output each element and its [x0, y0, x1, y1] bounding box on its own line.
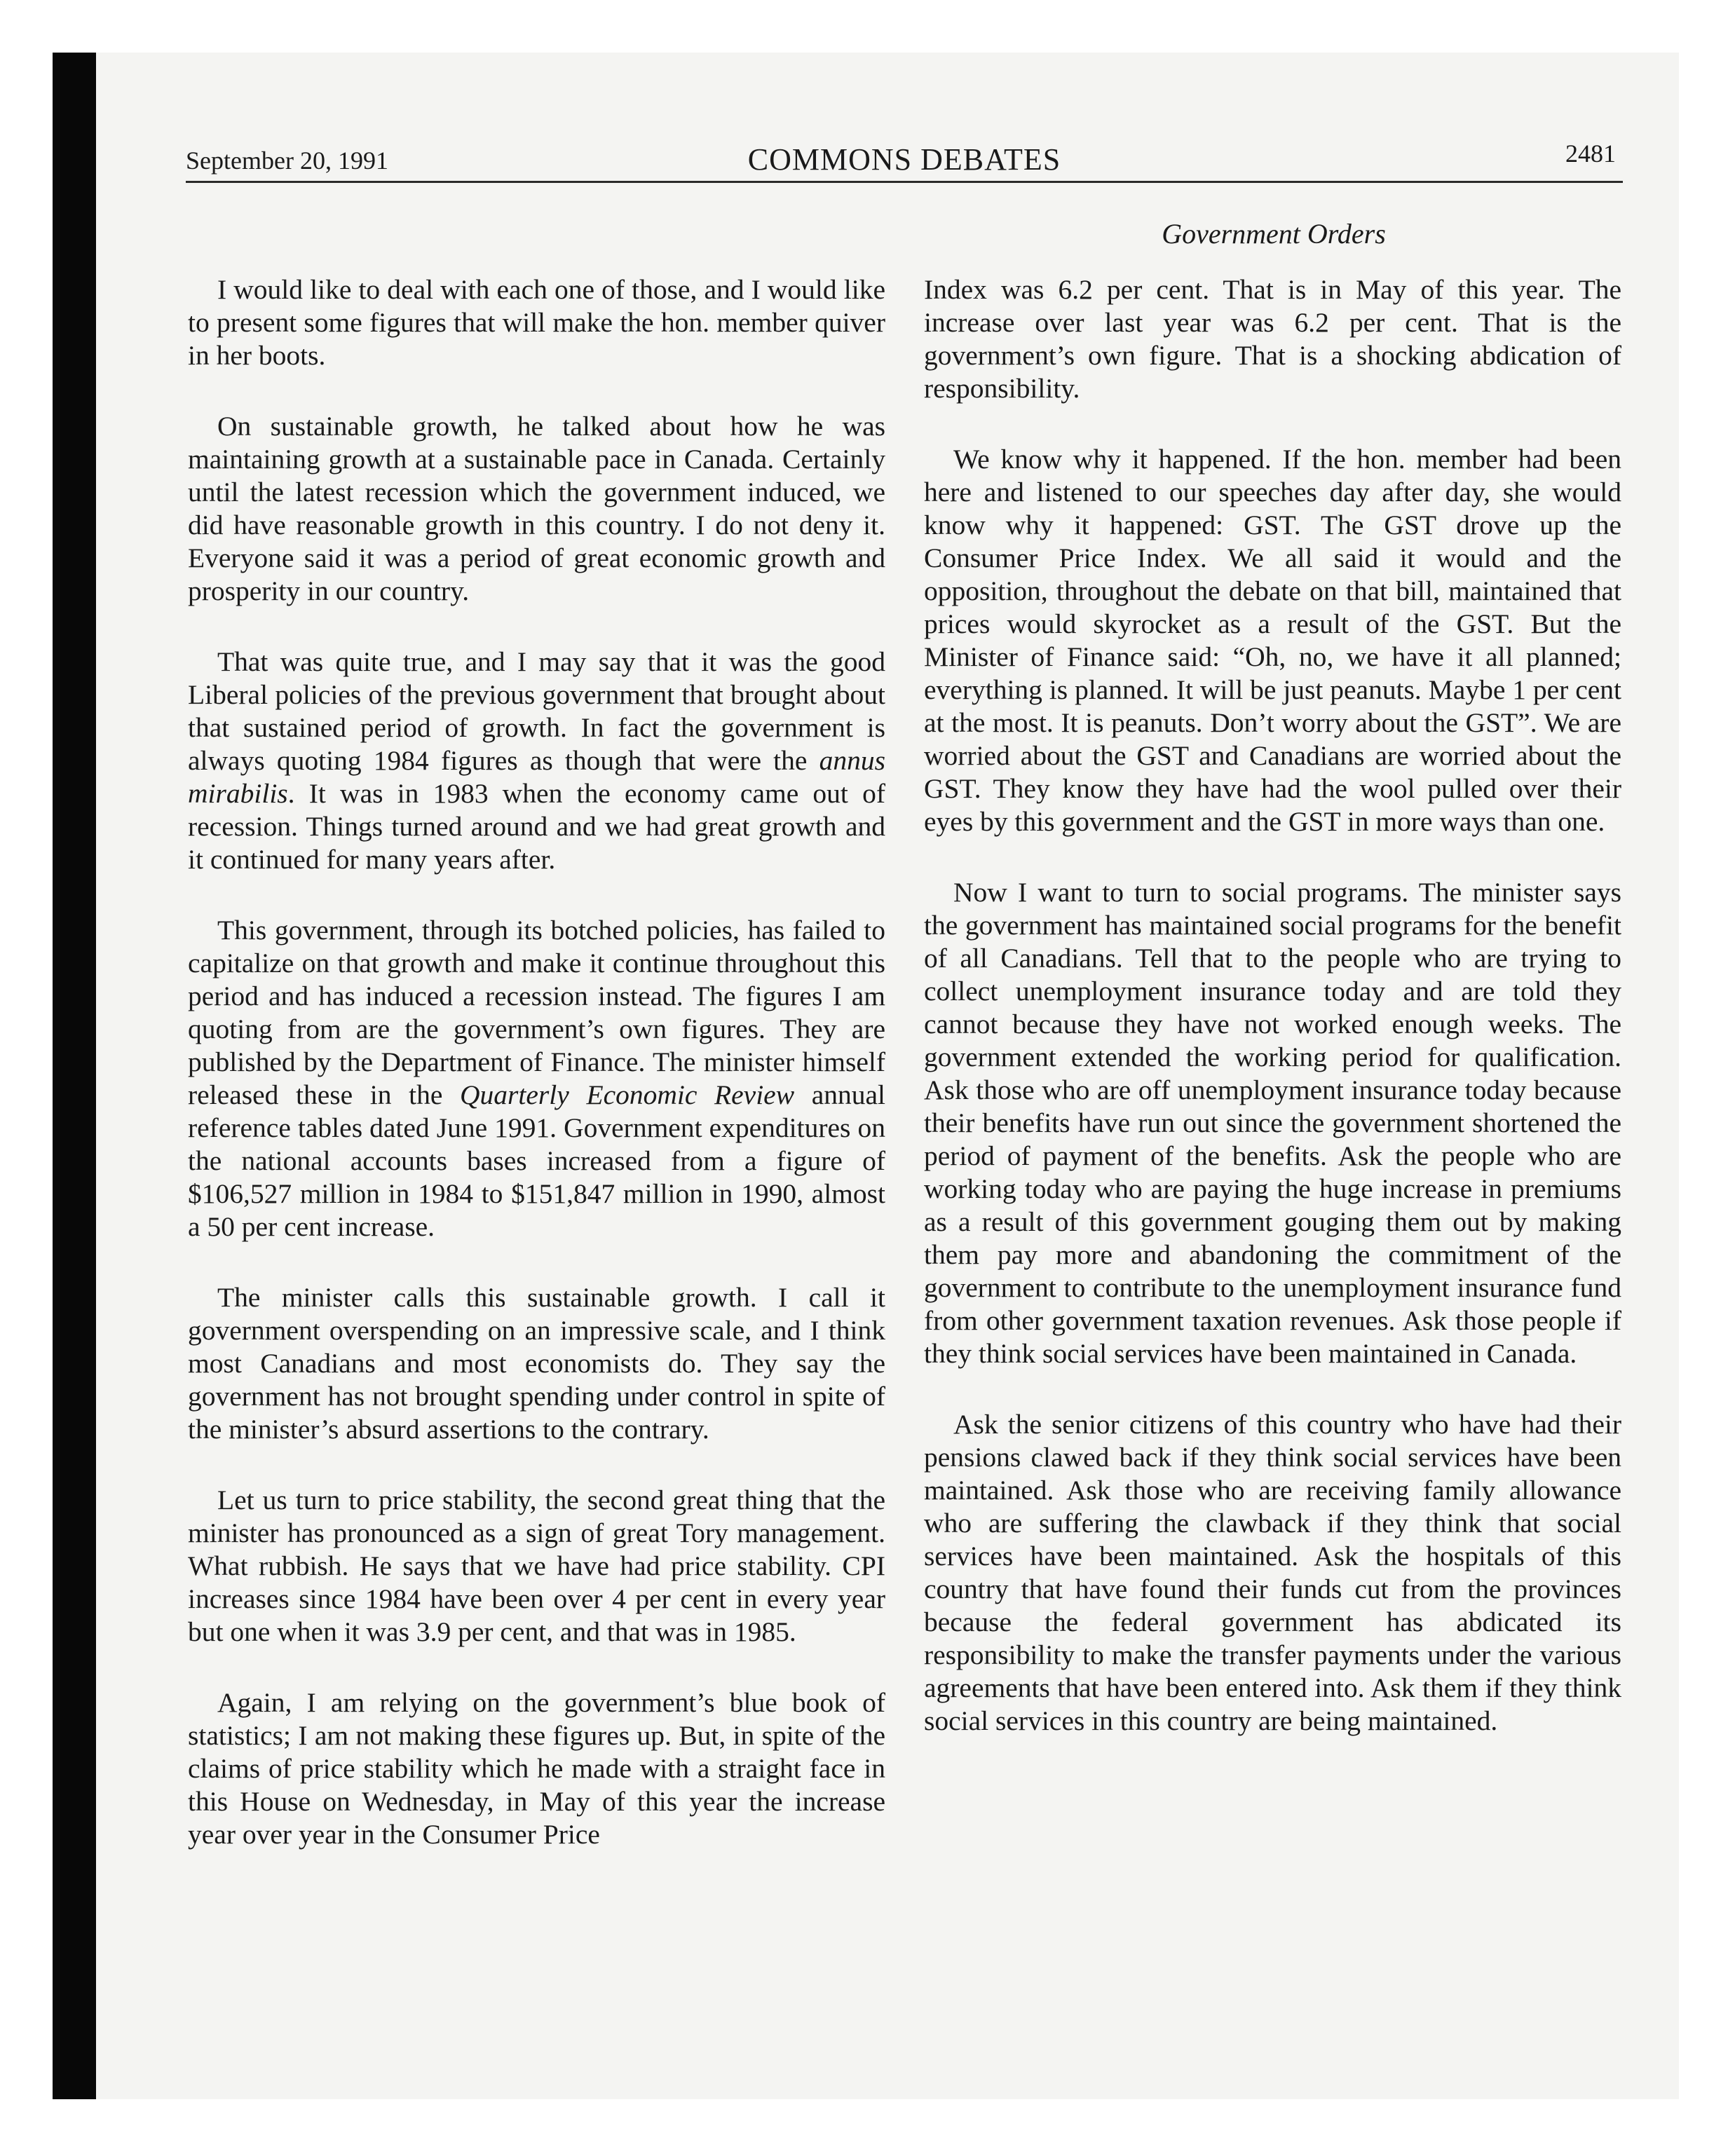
italic-term: annus mirabilis: [188, 745, 885, 809]
header-page-number: 2481: [1565, 139, 1616, 168]
text-run: . It was in 1983 when the economy came out of recession. Things turned around and we had great growth and it continued for many years after.: [188, 778, 885, 875]
header-date: September 20, 1991: [186, 146, 388, 175]
paragraph: Now I want to turn to social programs. The minister says the government has maintained social programs for the benefit of all Canadians. Tell that to the people who are trying to collect unemployment insurance today and are told they cannot because they have not worked enough weeks. The government extended the working period for qualification. Ask those who are off unemployment insurance today because their benefits have run out since the government shortened the period of payment of the benefits. Ask the people who are working today who are paying the huge increase in premiums as a result of this government gouging them out by making them pay more and abandoning the commitment of the government to contribute to the unemployment insurance fund from other government taxation revenues. Ask those people if they think social services have been maintained in Canada.: [924, 877, 1621, 1369]
paragraph: [188, 646, 885, 876]
paragraph: [188, 914, 885, 1243]
paragraph: The minister calls this sustainable growth. I call it government overspending on an impressive scale, and I think most Canadians and most economists do. They say the government has not brought spending under control in spite of the minister’s absurd assertions to the contrary.: [188, 1282, 885, 1445]
paragraph: I would like to deal with each one of those, and I would like to present some figures that will make the hon. member quiver in her boots.: [188, 274, 885, 371]
header-publication: COMMONS DEBATES: [747, 142, 1061, 177]
paragraph: Again, I am relying on the government’s blue book of statistics; I am not making these figures up. But, in spite of the claims of price stability which he made with a straight face in this House on Wednesday, in May of this year the increase year over year in the Consumer Price: [188, 1687, 885, 1850]
text-run: annual reference tables dated June 1991. Government expenditures on the national accounts bases increased from a figure of $106,527 million in 1984 to $151,847 million in 1990, almost a 50 per cent increase.: [188, 1079, 885, 1242]
paragraph: We know why it happened. If the hon. member had been here and listened to our speeches day after day, she would know why it happened: GST. The GST drove up the Consumer Price Index. We all said it would and the opposition, throughout the debate on that bill, maintained that prices would skyrocket as a result of the GST. But the Minister of Finance said: “Oh, no, we have it all planned; everything is planned. It will be just peanuts. Maybe 1 per cent at the most. It is peanuts. Don’t worry about the GST”. We are worried about the GST and Canadians are worried about the GST. They know they have had the wool pulled over their eyes by this government and the GST in more ways than one.: [924, 444, 1621, 837]
italic-title: Quarterly Economic Review: [460, 1079, 795, 1110]
paragraph: On sustainable growth, he talked about how he was maintaining growth at a sustainable pace in Canada. Certainly until the latest recession which the government induced, we did have reasonable growth in this country. I do not deny it. Everyone said it was a period of great economic growth and prosperity in our country.: [188, 411, 885, 606]
text-run: That was quite true, and I may say that it was the good Liberal policies of the previous government that brought about that sustained period of growth. In fact the government is always quoting 1984 figures as though that were the: [188, 646, 885, 776]
scan-edge-shadow: [53, 53, 96, 2099]
paragraph: Let us turn to price stability, the second great thing that the minister has pronounced as a sign of great Tory management. What rubbish. He says that we have had price stability. CPI increases since 1984 have been over 4 per cent in every year but one when it was 3.9 per cent, and that was in 1985.: [188, 1485, 885, 1647]
paragraph: Ask the senior citizens of this country who have had their pensions clawed back if they think social services have been maintained. Ask those who are receiving family allowance who are suffering the clawback if they think that social services have been maintained. Ask the hospitals of this country that have found their funds cut from the provinces because the federal government has abdicated its responsibility to make the transfer payments under the various agreements that have been entered into. Ask them if they think social services in this country are being maintained.: [924, 1409, 1621, 1736]
running-head: [186, 139, 1623, 182]
text-run: This government, through its botched policies, has failed to capitalize on that growth and make it continue throughout this period and has induced a recession instead. The figures I am quoting from are the government’s own figures. They are published by the Department of Finance. The minister himself released these in the: [188, 915, 885, 1110]
header-rule: [186, 181, 1623, 183]
section-label: Government Orders: [1162, 218, 1386, 250]
left-column: [188, 273, 885, 1889]
paragraph-continued: Index was 6.2 per cent. That is in May of this year. The increase over last year was 6.2 per cent. That is the government’s own figure. That is a shocking abdication of responsibility.: [924, 274, 1621, 404]
right-column: [924, 273, 1621, 1775]
